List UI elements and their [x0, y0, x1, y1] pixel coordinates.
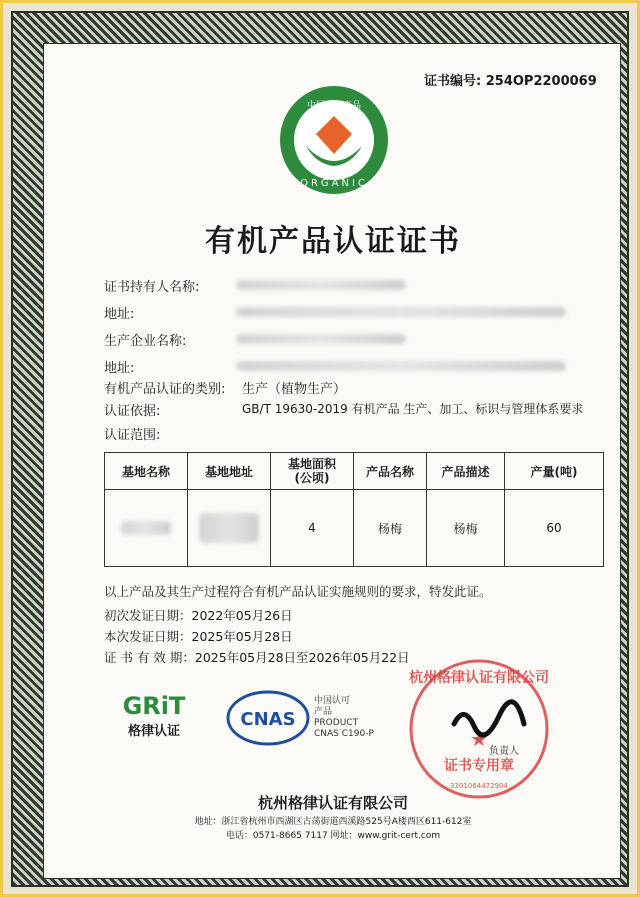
redacted-holder [236, 280, 406, 290]
issuer-address: 地址：浙江省杭州市西湖区古荡街道西溪路525号A楼西区611-612室 [194, 817, 472, 827]
seal-top-text: 杭州格律认证有限公司 [409, 670, 549, 686]
decorative-border [11, 11, 629, 887]
redacted-address [236, 307, 566, 317]
col-base-address: 基地地址 [188, 453, 271, 490]
logo-organic-text: ORGANIC [300, 178, 368, 189]
grit-logo-text: GRiT [122, 692, 186, 720]
seal-bottom-text: 证书专用章 [444, 758, 514, 774]
page-title: 有机产品认证证书 [205, 224, 461, 259]
scope-label: 认证范围: [104, 428, 161, 443]
validity-period: 证 书 有 效 期：2025年05月28日至2026年05月22日 [104, 650, 410, 665]
cnas-logo-text: CNAS [240, 709, 296, 730]
this-issue-date: 本次发证日期：2025年05月28日 [104, 629, 293, 644]
issuer-contact: 电话：0571-8665 7117 网址：www.grit-cert.com [225, 831, 441, 841]
table-row [105, 490, 604, 567]
cnas-line3: PRODUCT [314, 718, 359, 728]
grit-logo [114, 692, 194, 739]
certificate-body [43, 43, 621, 879]
category-label: 有机产品认证的类别: [104, 382, 226, 397]
signer-label: 负责人 [489, 746, 519, 757]
certificate-number: 证书编号: 254OP2200069 [424, 74, 597, 89]
cnas-info [314, 696, 374, 740]
scope-table [104, 452, 604, 567]
cell-area: 4 [271, 490, 354, 567]
cnas-line4: CNAS C190-P [314, 729, 374, 739]
cnas-line2: 产品 [314, 707, 333, 717]
category-value: 生产（植物生产） [242, 382, 347, 397]
col-yield: 产量(吨) [505, 453, 604, 490]
first-issue-date: 初次发证日期：2022年05月26日 [104, 608, 293, 623]
cell-base-name [105, 490, 188, 567]
seal-number: 3301064472904 [450, 782, 508, 790]
basis-value: GB/T 19630-2019 有机产品 生产、加工、标识与管理体系要求 [242, 402, 584, 416]
col-base-area: 基地面积 (公顷) [271, 453, 354, 490]
issuer-company: 杭州格律认证有限公司 [257, 794, 408, 812]
redacted-address2 [236, 361, 566, 371]
statement: 以上产品及其生产过程符合有机产品认证实施规则的要求，特发此证。 [104, 584, 492, 599]
table-header-row [105, 453, 604, 490]
cnas-logo-icon [226, 690, 310, 746]
signature-icon [454, 702, 524, 735]
cell-base-address [188, 490, 271, 567]
logo-cn-text: 中国有机产品 [306, 101, 362, 111]
col-base-name: 基地名称 [105, 453, 188, 490]
grit-name: 格律认证 [127, 724, 180, 739]
col-product-name: 产品名称 [354, 453, 427, 490]
cell-desc: 杨梅 [427, 490, 505, 567]
address2-label: 地址: [104, 361, 135, 376]
holder-label: 证书持有人名称: [104, 280, 200, 295]
official-seal-icon [404, 654, 554, 804]
col-product-desc: 产品描述 [427, 453, 505, 490]
organic-logo-icon [278, 84, 390, 196]
basis-label: 认证依据: [104, 404, 161, 419]
redacted-producer [236, 334, 406, 344]
producer-label: 生产企业名称: [104, 334, 187, 349]
cnas-line1: 中国认可 [314, 696, 351, 706]
svg-text:★: ★ [470, 727, 488, 751]
cell-product: 杨梅 [354, 490, 427, 567]
address-label: 地址: [104, 307, 135, 322]
cell-yield: 60 [505, 490, 604, 567]
